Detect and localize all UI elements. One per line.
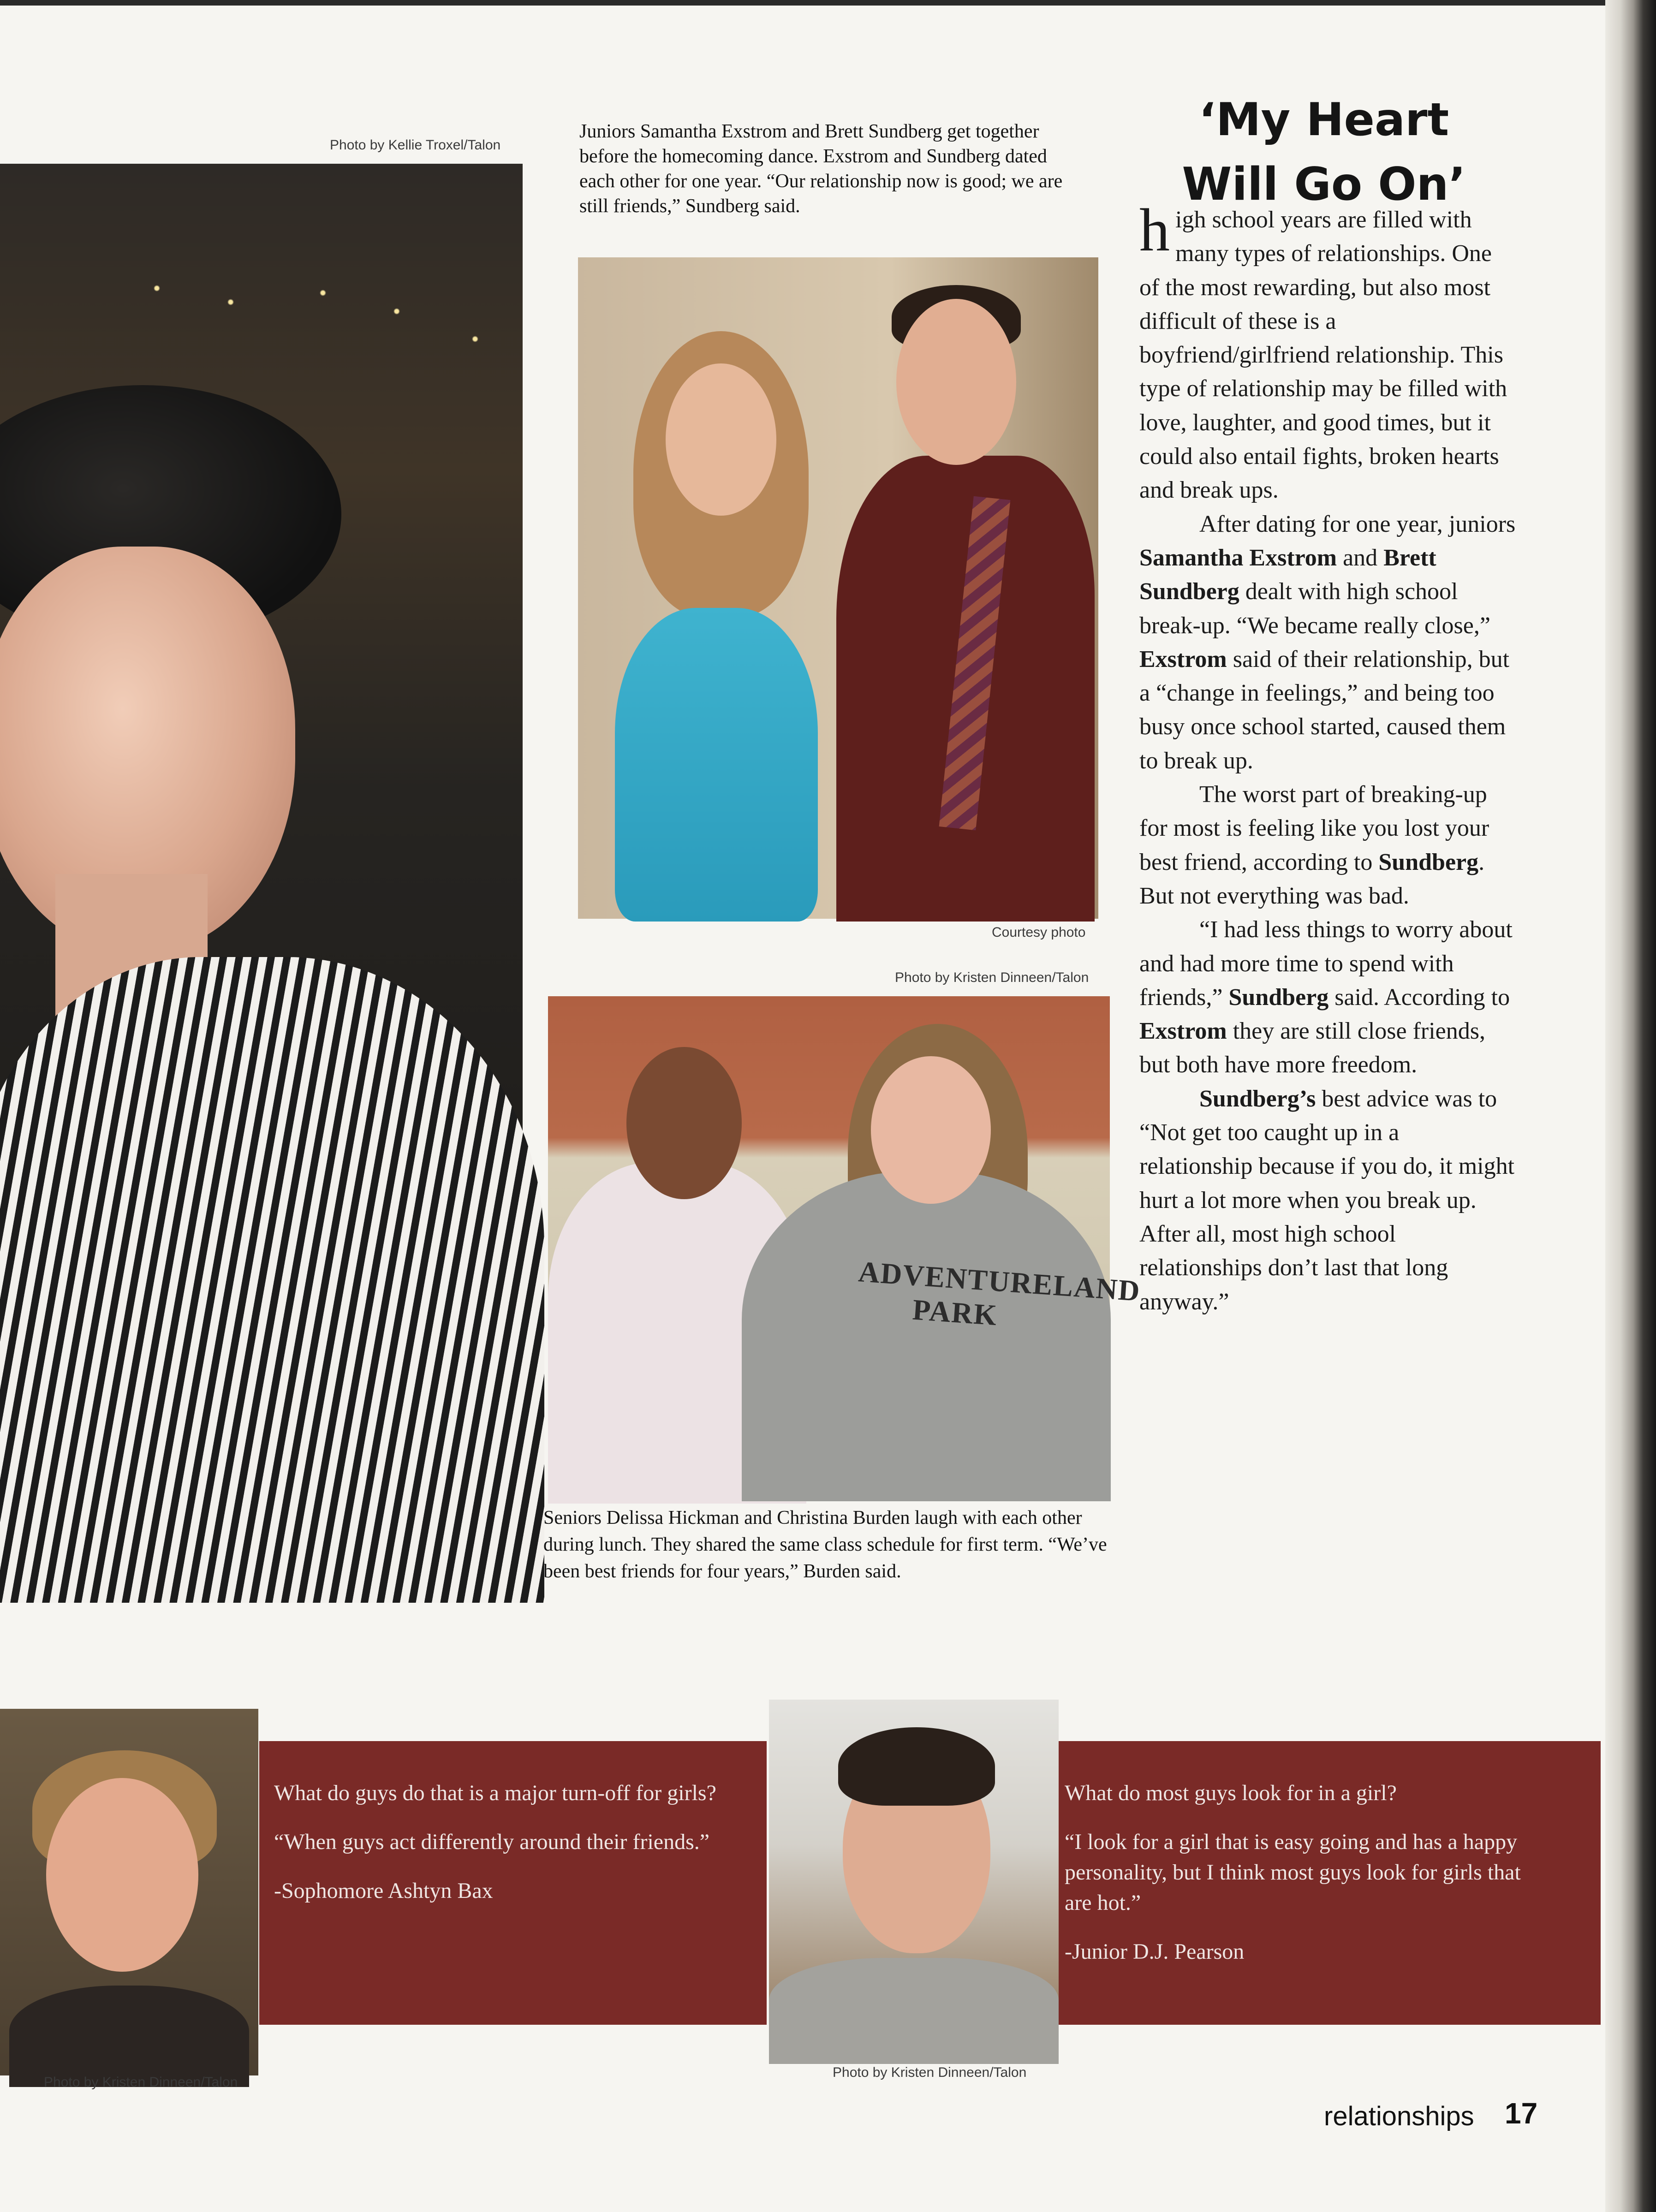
junior-hair-shape — [838, 1727, 995, 1806]
quote-left-question: What do guys do that is a major turn-off for girls? — [274, 1781, 716, 1805]
photo-credit-sophomore: Photo by Kristen Dinneen/Talon — [44, 2075, 238, 2090]
quote-left-answer: “When guys act differently around their friends.” — [274, 1830, 710, 1854]
p3-name-sundberg: Sundberg — [1378, 849, 1479, 875]
friend2-face-shape — [871, 1056, 991, 1204]
article-paragraph-3 — [1139, 778, 1518, 913]
photo-credit-couple: Courtesy photo — [992, 925, 1086, 940]
sophomore-face-shape — [46, 1778, 198, 1972]
p4-name-exstrom: Exstrom — [1139, 1018, 1227, 1045]
quote-box-left — [259, 1741, 767, 2025]
photo-credit-left: Photo by Kellie Troxel/Talon — [330, 137, 501, 153]
photo-credit-friends: Photo by Kristen Dinneen/Talon — [895, 970, 1089, 985]
striped-shirt-shape — [0, 957, 544, 1603]
sweatshirt-lettering: ADVENTURELAND PARK — [857, 1255, 1142, 1332]
p2-name-exstrom-2: Exstrom — [1139, 646, 1227, 672]
quote-left-content — [274, 1778, 726, 1925]
girl-face-shape — [666, 363, 776, 516]
junior-photo — [769, 1700, 1059, 2061]
page-top-edge — [0, 0, 1656, 6]
p2-text-e: dealt with high school break-up. “We became really close,” — [1139, 578, 1490, 639]
caption-friends: Seniors Delissa Hickman and Christina Burden laugh with each other during lunch. They shared the same class schedule for first term. “We’ve been best friends for four years,” Burden said. — [543, 1507, 1107, 1582]
article-paragraph-2 — [1139, 507, 1518, 778]
headline-line-2: Will Go On’ — [1182, 158, 1466, 211]
friend1-face-shape — [626, 1047, 742, 1199]
p2-text-a: After dating for one year, juniors — [1199, 511, 1516, 537]
quote-right-question: What do most guys look for in a girl? — [1065, 1781, 1397, 1805]
p2-name-sundberg: Brett Sundberg — [1139, 544, 1436, 605]
p4-text-c: said. According to — [1328, 984, 1510, 1011]
quote-right-attribution: -Junior D.J. Pearson — [1065, 1939, 1245, 1964]
p4-text-a: “I had less things to worry about and had more time to spend with friends,” — [1139, 916, 1513, 1011]
sophomore-shirt-shape — [9, 1986, 249, 2087]
p4-name-sundberg: Sundberg — [1228, 984, 1329, 1011]
quote-right-answer: “I look for a girl that is easy going and has a happy personality, but I think most guys look for girls that are hot.” — [1065, 1830, 1521, 1915]
quote-right-content — [1065, 1778, 1535, 1986]
paragraph-1-text: igh school years are filled with many types of relationships. One of the most rewarding, but also most difficult of these is a boyfriend/girlfriend relationship. This type of relationship may be filled with love, laughter, and good times, but it could also entail fights, broken hearts and break ups. — [1139, 207, 1507, 504]
blue-dress-shape — [615, 608, 818, 922]
quote-left-attribution: -Sophomore Ashtyn Bax — [274, 1879, 493, 1903]
boy-face-shape — [896, 299, 1016, 465]
caption-couple: Juniors Samantha Exstrom and Brett Sundberg get together before the homecoming dance. Exstrom and Sundberg dated each other for one year. “Our relationship now is good; we are still friends,” Sundberg said. — [579, 121, 1063, 217]
p2-text-g: said of their relationship, but a “change in feelings,” and being too busy once school started, caused them to break up. — [1139, 646, 1510, 774]
p2-text-c: and — [1337, 544, 1384, 571]
article-headline — [1116, 88, 1531, 217]
page-number: 17 — [1505, 2097, 1538, 2130]
sophomore-photo — [0, 1709, 258, 2075]
p2-name-exstrom: Samantha Exstrom — [1139, 544, 1337, 571]
p3-text-c: . But not everything was bad. — [1139, 849, 1485, 909]
article-paragraph-4 — [1139, 913, 1518, 1082]
article-body — [1139, 196, 1518, 1319]
p3-text-a: The worst part of breaking-up for most is feeling like you lost your best friend, according to — [1139, 781, 1489, 875]
photo-credit-junior: Photo by Kristen Dinneen/Talon — [833, 2065, 1027, 2080]
p5-name-sundberg: Sundberg’s — [1199, 1085, 1316, 1112]
book-binding-edge — [1605, 0, 1656, 2212]
article-paragraph-5 — [1139, 1082, 1518, 1319]
friend2-sweatshirt-shape — [742, 1171, 1142, 1501]
junior-shirt-shape — [769, 1958, 1059, 2064]
friends-photo — [548, 996, 1142, 1501]
quote-box-right — [1056, 1741, 1601, 2025]
headline-line-1: ‘My Heart — [1198, 94, 1449, 146]
couple-photo — [578, 257, 1098, 919]
footer-section-label: relationships — [1324, 2101, 1474, 2131]
portrait-photo-striped-shirt — [0, 164, 523, 1559]
p5-text-b: best advice was to “Not get too caught up in a relationship because if you do, it might hurt a lot more when you break up. After all, most high school relationships don’t last that long anyway.” — [1139, 1085, 1515, 1315]
p4-text-e: they are still close friends, but both have more freedom. — [1139, 1018, 1485, 1078]
drop-cap: h — [1139, 196, 1170, 264]
article-paragraph-1 — [1139, 196, 1518, 507]
